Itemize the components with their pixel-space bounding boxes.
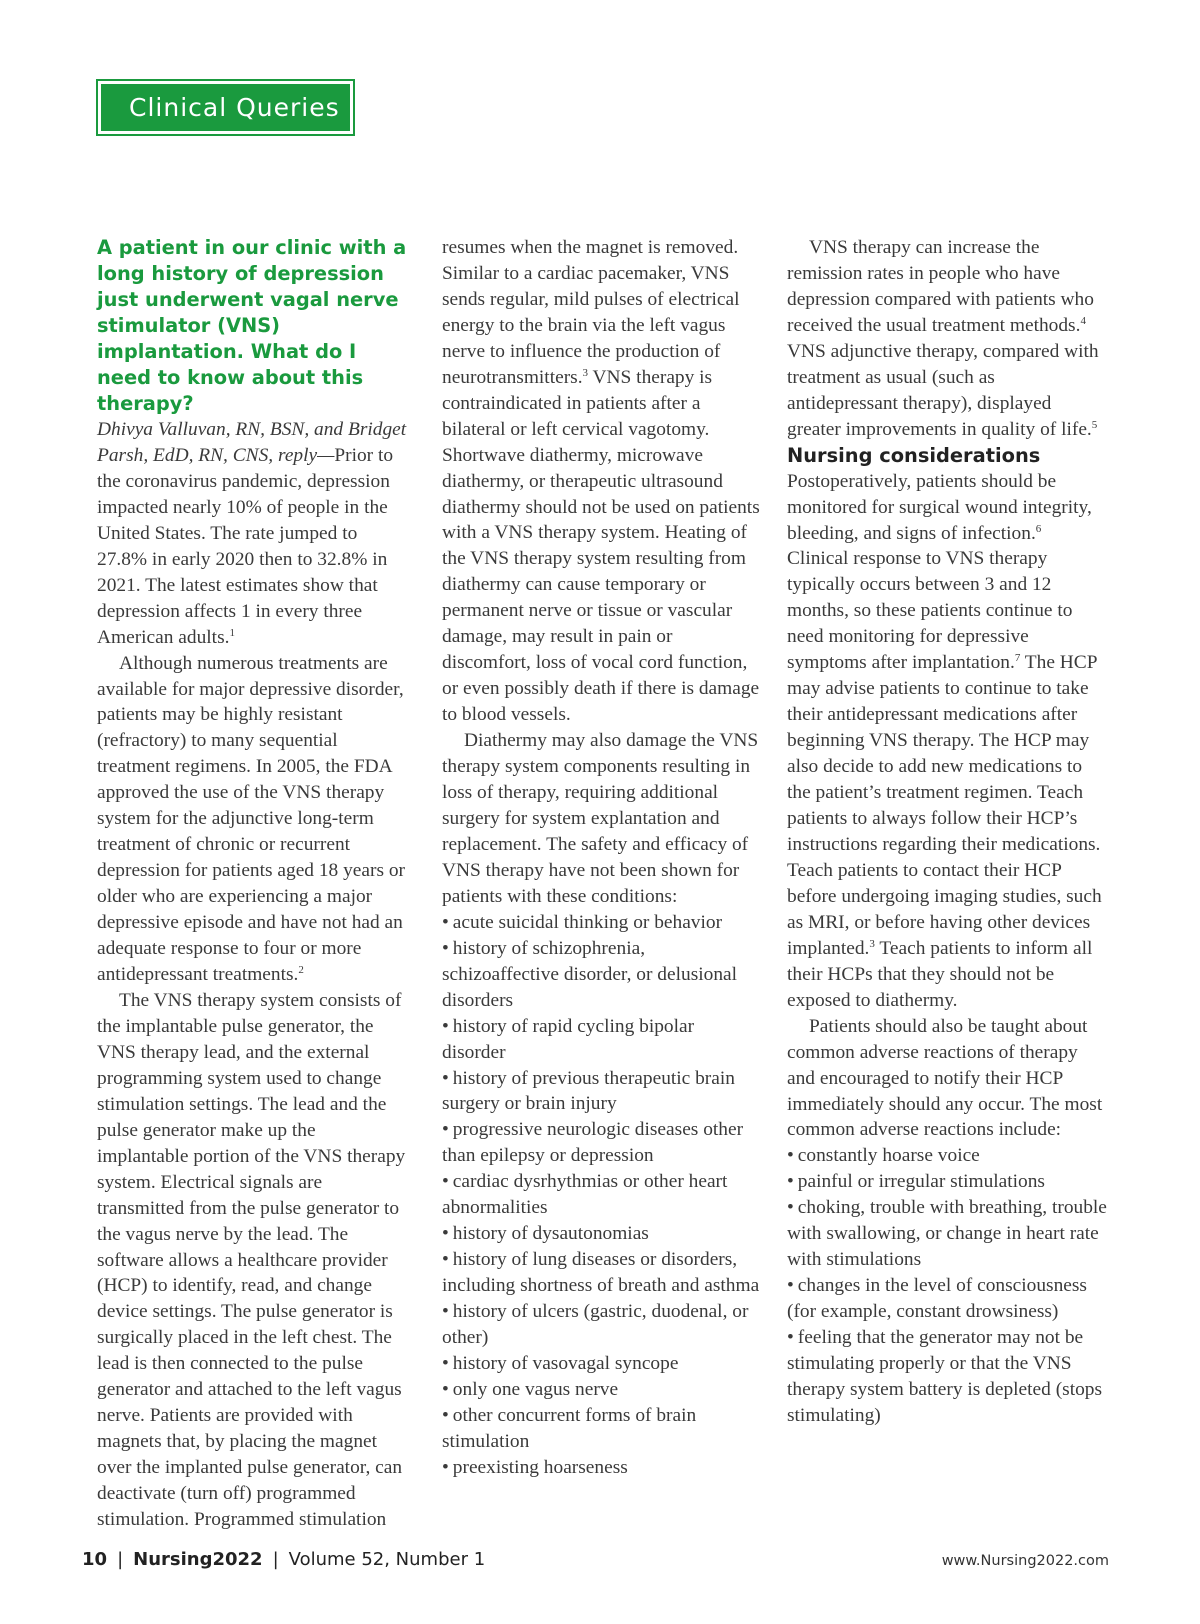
adverse-reactions-list (787, 1143, 1107, 1428)
reference-marker: 3 (869, 937, 875, 950)
list-item (442, 1117, 762, 1169)
paragraph-text: Teach patients to inform all their HCPs that they should not be exposed to diathermy. (787, 937, 1093, 1011)
list-item (442, 1403, 762, 1455)
list-item (787, 1273, 1107, 1325)
column-2 (442, 235, 762, 1481)
list-item-text: cardiac dysrhythmias or other heart abnormalities (442, 1171, 728, 1219)
question-heading: A patient in our clinic with a long history of depression just underwent vagal nerve stimulator (VNS) implantation. What do I need to know about this therapy? (97, 236, 407, 415)
list-item (787, 1143, 1107, 1169)
reference-marker: 5 (1091, 418, 1098, 431)
footer-separator: | (272, 1549, 279, 1570)
nursing-considerations-heading: Nursing considerations (787, 443, 1041, 467)
bullet-icon: • (442, 937, 449, 959)
list-item (442, 1066, 762, 1118)
bullet-icon: • (442, 1223, 449, 1245)
bullet-icon: • (787, 1327, 794, 1349)
page-number: 10 (82, 1549, 108, 1570)
system-paragraph: The VNS therapy system consists of the implantable pulse generator, the VNS therapy lead, and the external programming system used to change stimulation settings. The lead and the pulse generator make up the implantable portion of the VNS therapy system. Electrical signals are transmitted from the pulse generator to the vagus nerve by the lead. The software allows a healthcare provider (HCP) to identify, read, and change device settings. The pulse generator is surgically placed in the left chest. The lead is then connected to the pulse generator and attached to the left vagus nerve. Patients are provided with magnets that, by placing the magnet over the implanted pulse generator, can deactivate (turn off) programmed stimulation. Programmed stimulation (97, 989, 406, 1531)
paragraph-text: Postoperatively, patients should be monitored for surgical wound integrity, bleeding, and signs of infection. (787, 470, 1092, 544)
list-item (442, 1299, 762, 1351)
list-item-text: other concurrent forms of brain stimulation (442, 1404, 697, 1452)
list-item-text: history of dysautonomias (452, 1223, 649, 1245)
paragraph-text: VNS therapy can increase the remission rates in people who have depression compared with patients who received the usual treatment methods. (787, 237, 1094, 336)
reference-marker: 6 (1035, 522, 1042, 535)
footer-left (82, 1549, 485, 1570)
list-item-text: constantly hoarse voice (797, 1145, 980, 1167)
bullet-icon: • (442, 1171, 449, 1193)
bullet-icon: • (442, 1119, 449, 1141)
list-item (442, 1351, 762, 1377)
list-item (787, 1169, 1107, 1195)
list-item-text: history of lung diseases or disorders, including shortness of breath and asthma (442, 1249, 760, 1297)
list-item (787, 1195, 1107, 1273)
list-item (442, 1014, 762, 1066)
paragraph-text: The HCP may advise patients to continue to take their antidepressant medications after beginning VNS therapy. The HCP may also decide to add new medications to the patient’s treatment regimen. Teach patients to always follow their HCP’s instructions regarding their medications. Teach patients to contact their HCP before undergoing imaging studies, such as MRI, or before having other devices implanted. (787, 652, 1102, 959)
column-3 (787, 235, 1107, 1429)
paragraph-text: Although numerous treatments are available for major depressive disorder, patients may be highly resistant (refractory) to many sequential treatment regimens. In 2005, the FDA approved the use of the VNS therapy system for the adjunctive long-term treatment of chronic or recurrent depression for patients aged 18 years or older who are experiencing a major depressive episode and have not had an adequate response to four or more antidepressant treatments. (97, 652, 405, 986)
list-item-text: history of previous therapeutic brain surgery or brain injury (442, 1067, 735, 1115)
column-1 (97, 235, 411, 1533)
reference-marker: 7 (1014, 652, 1021, 665)
bullet-icon: • (442, 911, 449, 933)
nursing-paragraph (787, 469, 1107, 1014)
reference-marker: 1 (229, 626, 235, 639)
treatments-paragraph (97, 651, 411, 988)
byline: Dhivya Valluvan, RN, BSN, and Bridget Parsh, EdD, RN, CNS, reply— (97, 419, 407, 466)
list-item-text: history of ulcers (gastric, duodenal, or other) (442, 1301, 749, 1349)
list-item-text: changes in the level of consciousness (for example, constant drowsiness) (787, 1275, 1087, 1323)
bullet-icon: • (442, 1456, 449, 1478)
list-item (442, 1221, 762, 1247)
bullet-icon: • (787, 1275, 794, 1297)
journal-name: Nursing2022 (133, 1549, 263, 1570)
section-banner-title: Clinical Queries (101, 84, 350, 131)
bullet-icon: • (442, 1249, 449, 1271)
answer-intro-paragraph (97, 417, 411, 651)
list-item-text: feeling that the generator may not be stimulating properly or that the VNS therapy system battery is depleted (stops stimulating) (787, 1327, 1103, 1426)
list-item-text: only one vagus nerve (452, 1378, 619, 1400)
list-item (787, 1325, 1107, 1429)
list-item-text: acute suicidal thinking or behavior (452, 911, 723, 933)
bullet-icon: • (442, 1404, 449, 1426)
list-item-text: painful or irregular stimulations (797, 1171, 1045, 1193)
continued-paragraph (442, 235, 762, 728)
bullet-icon: • (787, 1197, 794, 1219)
section-banner (96, 79, 355, 136)
paragraph-text: VNS adjunctive therapy, compared with treatment as usual (such as antidepressant therapy), displayed greater improvements in quality of life. (787, 340, 1099, 440)
list-item (442, 936, 762, 1014)
list-item-text: choking, trouble with breathing, trouble with swallowing, or change in heart rate with stimulations (787, 1197, 1107, 1271)
list-item (442, 1169, 762, 1221)
list-item-text: history of schizophrenia, schizoaffective disorder, or delusional disorders (442, 937, 738, 1011)
paragraph-text: Prior to the coronavirus pandemic, depression impacted nearly 10% of people in the United States. The rate jumped to 27.8% in early 2020 then to 32.8% in 2021. The latest estimates show that depression affects 1 in every three American adults. (97, 444, 394, 648)
conditions-list (442, 910, 762, 1481)
bullet-icon: • (442, 1015, 449, 1037)
bullet-icon: • (787, 1145, 794, 1167)
list-item (442, 910, 762, 936)
list-item-text: history of vasovagal syncope (452, 1352, 679, 1374)
footer-separator: | (117, 1549, 124, 1570)
remission-paragraph (787, 235, 1107, 443)
bullet-icon: • (442, 1378, 449, 1400)
diathermy-paragraph: Diathermy may also damage the VNS therapy system components resulting in loss of therapy, requiring additional surgery for system explantation and replacement. The safety and efficacy of VNS therapy have not been shown for patients with these conditions: (442, 730, 759, 907)
list-item-text: history of rapid cycling bipolar disorder (442, 1015, 695, 1063)
adverse-reactions-paragraph: Patients should also be taught about common adverse reactions of therapy and encouraged to notify their HCP immediately should any occur. The most common adverse reactions include: (787, 1015, 1103, 1141)
website-link[interactable]: www.Nursing2022.com (941, 1553, 1109, 1569)
list-item (442, 1377, 762, 1403)
reference-marker: 2 (298, 964, 304, 977)
paragraph-text: resumes when the magnet is removed. Similar to a cardiac pacemaker, VNS sends regular, mild pulses of electrical energy to the brain via the left vagus nerve to influence the production of neurotransmitters. (442, 237, 740, 388)
volume-info: Volume 52, Number 1 (288, 1549, 486, 1570)
bullet-icon: • (442, 1067, 449, 1089)
paragraph-text: VNS therapy is contraindicated in patients after a bilateral or left cervical vagotomy. Shortwave diathermy, microwave diathermy, or therapeutic ultrasound diathermy should not be used on patients with a VNS therapy system. Heating of the VNS therapy system resulting from diathermy can cause temporary or permanent nerve or tissue or vascular damage, may result in pain or discomfort, loss of vocal cord function, or even possibly death if there is damage to blood vessels. (442, 366, 760, 726)
list-item-text: progressive neurologic diseases other than epilepsy or depression (442, 1119, 744, 1167)
bullet-icon: • (787, 1171, 794, 1193)
reference-marker: 3 (582, 366, 589, 379)
list-item-text: preexisting hoarseness (452, 1456, 628, 1478)
bullet-icon: • (442, 1352, 449, 1374)
list-item (442, 1247, 762, 1299)
paragraph-text: Clinical response to VNS therapy typically occurs between 3 and 12 months, so these patients continue to need monitoring for depressive symptoms after implantation. (787, 548, 1073, 674)
bullet-icon: • (442, 1301, 449, 1323)
reference-marker: 4 (1080, 314, 1086, 327)
list-item (442, 1455, 762, 1481)
